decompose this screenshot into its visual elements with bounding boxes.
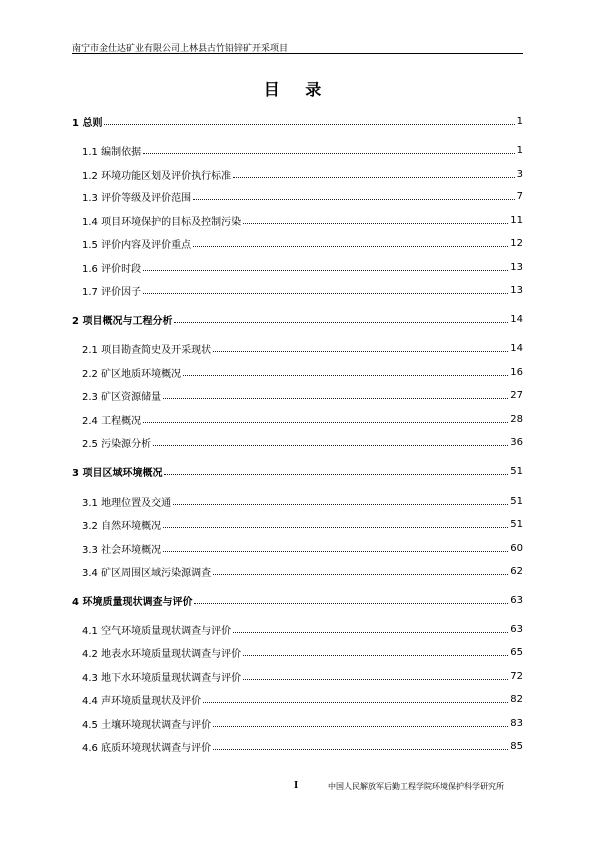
toc-entry-label: 3.2 自然环境概况 [82, 520, 162, 532]
toc-entry-page: 13 [510, 261, 523, 273]
toc-entry-page: 7 [516, 190, 523, 202]
toc-entry-label: 1.7 评价因子 [82, 286, 142, 298]
dot-leader [163, 551, 508, 552]
dot-leader [193, 246, 508, 247]
toc-entry-page: 14 [510, 342, 523, 354]
toc-entry-page: 72 [510, 670, 523, 682]
dot-leader [243, 223, 508, 224]
toc-entry-4-2[interactable] [82, 645, 523, 659]
dot-leader [233, 177, 515, 178]
toc-entry-1-4[interactable] [82, 213, 523, 227]
dot-leader [143, 153, 515, 154]
dot-leader [193, 199, 515, 200]
toc-entry-page: 14 [510, 313, 523, 325]
dot-leader [143, 422, 508, 423]
toc-entry-page: 28 [510, 413, 523, 425]
toc-entry-page: 27 [510, 389, 523, 401]
dot-leader [233, 632, 508, 633]
dot-leader [143, 293, 508, 294]
toc-entry-3[interactable] [72, 464, 523, 478]
dot-leader [174, 322, 508, 323]
toc-entry-2-5[interactable] [82, 435, 523, 449]
footer-organization: 中国人民解放军后勤工程学院环境保护科学研究所 [328, 782, 504, 791]
toc-entry-label: 1.3 评价等级及评价范围 [82, 192, 192, 204]
toc-entry-page: 51 [510, 495, 523, 507]
toc-entry-label: 3 项目区域环境概况 [72, 467, 163, 479]
toc-entry-4[interactable] [72, 593, 523, 607]
toc-entry-label: 1 总则 [72, 117, 103, 129]
toc-entry-page: 1 [516, 144, 523, 156]
toc-entry-label: 2.2 矿区地质环境概况 [82, 368, 182, 380]
dot-leader [203, 702, 508, 703]
toc-entry-label: 1.1 编制依据 [82, 146, 142, 158]
toc-entry-page: 63 [510, 594, 523, 606]
toc-entry-1-2[interactable] [82, 167, 523, 181]
toc-entry-label: 1.2 环境功能区划及评价执行标准 [82, 170, 232, 182]
toc-entry-1-3[interactable] [82, 189, 523, 203]
toc-entry-page: 12 [510, 237, 523, 249]
toc-entry-2-1[interactable] [82, 341, 523, 355]
toc-entry-page: 16 [510, 366, 523, 378]
dot-leader [183, 375, 508, 376]
toc-entry-page: 11 [510, 214, 523, 226]
toc-entry-label: 2.1 项目勘查简史及开采现状 [82, 344, 212, 356]
toc-entry-label: 3.3 社会环境概况 [82, 544, 162, 556]
toc-entry-label: 3.1 地理位置及交通 [82, 497, 172, 509]
toc-entry-4-1[interactable] [82, 622, 523, 636]
toc-entry-2-3[interactable] [82, 388, 523, 402]
dot-leader [163, 527, 508, 528]
toc-title: 目 录 [263, 80, 332, 99]
toc-entry-page: 3 [516, 168, 523, 180]
page-number: I [294, 781, 299, 791]
toc-entry-label: 4.1 空气环境质量现状调查与评价 [82, 625, 232, 637]
dot-leader [213, 351, 508, 352]
dot-leader [104, 124, 514, 125]
toc-entry-label: 2.5 污染源分析 [82, 438, 152, 450]
toc-entry-3-1[interactable] [82, 494, 523, 508]
toc-entry-label: 4.6 底质环境现状调查与评价 [82, 742, 212, 754]
toc-entry-label: 4 环境质量现状调查与评价 [72, 596, 193, 608]
dot-leader [213, 574, 508, 575]
dot-leader [194, 603, 508, 604]
dot-leader [164, 474, 508, 475]
running-header: 南宁市金仕达矿业有限公司上林县古竹铅锌矿开采项目 [72, 44, 289, 54]
toc-entry-4-6[interactable] [82, 739, 523, 753]
toc-entry-label: 4.2 地表水环境质量现状调查与评价 [82, 648, 242, 660]
toc-entry-page: 51 [510, 465, 523, 477]
toc-entry-label: 3.4 矿区周围区域污染源调查 [82, 567, 212, 579]
dot-leader [173, 504, 508, 505]
toc-entry-3-3[interactable] [82, 541, 523, 555]
toc-entry-1-7[interactable] [82, 283, 523, 297]
toc-entry-4-3[interactable] [82, 669, 523, 683]
toc-entry-page: 62 [510, 565, 523, 577]
toc-entry-2-2[interactable] [82, 365, 523, 379]
toc-entry-page: 83 [510, 717, 523, 729]
toc-entry-label: 1.4 项目环境保护的目标及控制污染 [82, 216, 242, 228]
dot-leader [243, 655, 508, 656]
toc-entry-page: 1 [516, 115, 523, 127]
toc-entry-4-5[interactable] [82, 716, 523, 730]
dot-leader [143, 270, 508, 271]
toc-entry-page: 36 [510, 436, 523, 448]
toc-entry-3-2[interactable] [82, 517, 523, 531]
dot-leader [213, 749, 508, 750]
toc-entry-1[interactable] [72, 114, 523, 128]
toc-entry-2-4[interactable] [82, 412, 523, 426]
toc-entry-1-5[interactable] [82, 236, 523, 250]
toc-entry-2[interactable] [72, 312, 523, 326]
toc-entry-label: 2.4 工程概况 [82, 415, 142, 427]
toc-entry-label: 1.6 评价时段 [82, 263, 142, 275]
toc-entry-1-6[interactable] [82, 260, 523, 274]
dot-leader [163, 398, 508, 399]
toc-entry-1-1[interactable] [82, 143, 523, 157]
header-divider [72, 53, 523, 54]
dot-leader [243, 679, 508, 680]
toc-entry-4-4[interactable] [82, 692, 523, 706]
toc-entry-page: 60 [510, 542, 523, 554]
toc-entry-3-4[interactable] [82, 564, 523, 578]
toc-entry-page: 63 [510, 623, 523, 635]
toc-entry-label: 4.3 地下水环境质量现状调查与评价 [82, 672, 242, 684]
toc-entry-page: 85 [510, 740, 523, 752]
toc-entry-page: 13 [510, 284, 523, 296]
toc-entry-label: 2 项目概况与工程分析 [72, 315, 173, 327]
toc-entry-label: 1.5 评价内容及评价重点 [82, 239, 192, 251]
toc-entry-label: 4.4 声环境质量现状及评价 [82, 695, 202, 707]
toc-entry-page: 51 [510, 518, 523, 530]
toc-entry-page: 65 [510, 646, 523, 658]
toc-entry-label: 2.3 矿区资源储量 [82, 391, 162, 403]
toc-entry-page: 82 [510, 693, 523, 705]
dot-leader [153, 445, 508, 446]
dot-leader [213, 726, 508, 727]
toc-entry-label: 4.5 土壤环境现状调查与评价 [82, 719, 212, 731]
